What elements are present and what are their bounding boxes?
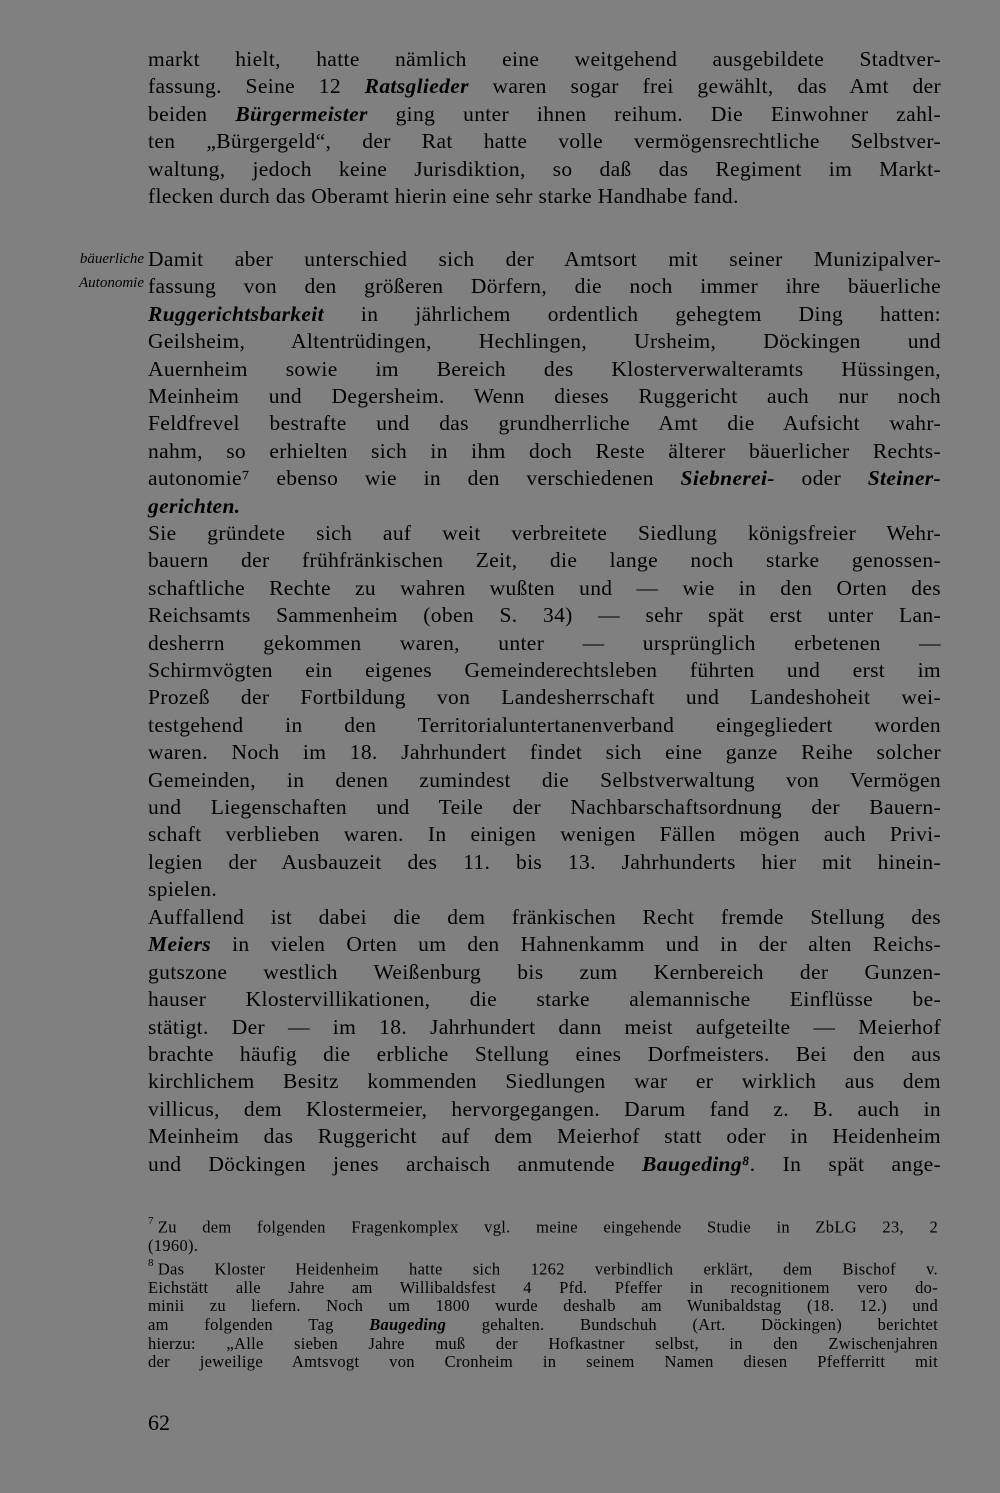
text-line: gutszone westlich Weißenburg bis zum Kernbereich der Gunzen-: [148, 959, 941, 984]
text-line: Prozeß der Fortbildung von Landesherrschaft und Landeshoheit wei-: [148, 685, 941, 710]
text-line: schaft verblieben waren. In einigen wenigen Fällen mögen auch Privi-: [148, 822, 941, 847]
footnote-line: minii zu liefern. Noch um 1800 wurde deshalb am Wunibaldstag (18. 12.) und: [148, 1296, 938, 1316]
text-line: Auernheim sowie im Bereich des Klosterverwalteramts Hüssingen,: [148, 356, 941, 381]
text-line: Damit aber unterschied sich der Amtsort mit seiner Munizipalver-: [148, 247, 941, 271]
emphasized-term: Meiers: [148, 932, 212, 957]
text-line: Sie gründete sich auf weit verbreitete Siedlung königsfreier Wehr-: [148, 521, 941, 545]
footnote-mark: 7: [148, 1215, 154, 1227]
paragraph-2: [148, 246, 941, 520]
emphasized-term: Ratsglieder: [364, 74, 469, 99]
text-line: Schirmvögten ein eigenes Gemeinderechtsleben führten und erst im: [148, 658, 941, 683]
text-line: spielen.: [148, 877, 218, 902]
text-line: flecken durch das Oberamt hierin eine sehr starke Handhabe fand.: [148, 184, 739, 209]
text-line: villicus, dem Klostermeier, hervorgegangen. Darum fand z. B. auch in: [148, 1096, 941, 1121]
text-line: waltung, jedoch keine Jurisdiktion, so daß das Regiment im Markt-: [148, 156, 941, 181]
text-line: kirchlichem Besitz kommenden Siedlungen war er wirklich aus dem: [148, 1069, 941, 1094]
footnote-line: $^7$ Zu dem folgenden Fragenkomplex vgl. meine eingehende Studie in ZbLG 23, 2: [148, 1215, 938, 1237]
paragraph-1: [148, 46, 941, 210]
text-line: schaftliche Rechte zu wahren wußten und — wie in den Orten des: [148, 575, 941, 600]
emphasized-term: gerichten.: [148, 493, 241, 518]
emphasized-term: Bürgermeister: [235, 101, 368, 126]
paragraph-4: [148, 904, 941, 1178]
margin-note: [44, 247, 144, 295]
margin-note-line-2: Autonomie: [79, 275, 144, 291]
text-line: markt hielt, hatte nämlich eine weitgehend ausgebildete Stadtver-: [148, 47, 941, 71]
footnotes: [148, 1214, 938, 1372]
text-line: hauser Klostervillikationen, die starke alemannische Einflüsse be-: [148, 987, 941, 1012]
text-line: waren. Noch im 18. Jahrhundert findet sich eine ganze Reihe solcher: [148, 740, 941, 765]
emphasized-term: Siebnerei-: [680, 466, 775, 491]
emphasized-term: Ruggerichtsbarkeit: [148, 301, 324, 326]
emphasized-term: Steiner-: [867, 466, 941, 491]
text-line: und Döckingen jenes archaisch anmutende Baugeding⁸. In spät ange-: [148, 1151, 941, 1176]
text-line: Auffallend ist dabei die dem fränkischen Recht fremde Stellung des: [148, 905, 941, 929]
text-line: brachte häufig die erbliche Stellung eines Dorfmeisters. Bei den aus: [148, 1042, 941, 1067]
text-line: Reichsamts Sammenheim (oben S. 34) — sehr spät erst unter Lan-: [148, 603, 941, 628]
footnote-mark: 8: [148, 1256, 154, 1269]
text-line: legien der Ausbauzeit des 11. bis 13. Jahrhunderts hier mit hinein-: [148, 849, 941, 874]
text-line: Ruggerichtsbarkeit in jährlichem ordentlich gehegtem Ding hatten:: [148, 301, 941, 326]
footnote-line: (1960).: [148, 1236, 199, 1256]
text-line: beiden Bürgermeister ging unter ihnen reihum. Die Einwohner zahl-: [148, 101, 941, 126]
footnote-line: Eichstätt alle Jahre am Willibaldsfest 4 Pfd. Pfeffer in recognitionem vero do-: [148, 1277, 938, 1297]
text-line: stätigt. Der — im 18. Jahrhundert dann meist aufgeteilte — Meierhof: [148, 1014, 941, 1039]
text-line: Gemeinden, in denen zumindest die Selbstverwaltung von Vermögen: [148, 767, 941, 792]
footnote-line: hierzu: „Alle sieben Jahre muß der Hofkastner selbst, in den Zwischenjahren: [148, 1333, 938, 1353]
margin-note-line-1: bäuerliche: [79, 251, 144, 267]
text-line: testgehend in den Territorialuntertanenverband eingegliedert worden: [148, 712, 941, 737]
text-line: fassung von den größeren Dörfern, die noch immer ihre bäuerliche: [148, 274, 941, 299]
emphasized-term: Baugeding⁸: [642, 1151, 750, 1176]
text-line: desherrn gekommen waren, unter — ursprünglich erbetenen —: [148, 630, 941, 655]
footnote-line: der jeweilige Amtsvogt von Cronheim in seinem Namen diesen Pfefferritt mit: [148, 1352, 938, 1372]
text-line: Meinheim das Ruggericht auf dem Meierhof statt oder in Heidenheim: [148, 1124, 941, 1149]
footnote-line: am folgenden Tag Baugeding gehalten. Bundschuh (Art. Döckingen) berichtet: [148, 1314, 938, 1334]
text-line: fassung. Seine 12 Ratsglieder waren sogar frei gewählt, das Amt der: [148, 74, 941, 99]
text-line: und Liegenschaften und Teile der Nachbarschaftsordnung der Bauern-: [148, 795, 941, 820]
footnote-line: $^8$ Das Kloster Heidenheim hatte sich 1262 verbindlich erklärt, dem Bischof v.: [148, 1256, 938, 1279]
text-line: Meiers in vielen Orten um den Hahnenkamm und in der alten Reichs-: [148, 932, 941, 957]
text-line: nahm, so erhielten sich in ihm doch Reste älterer bäuerlicher Rechts-: [148, 438, 941, 463]
text-line: Geilsheim, Altentrüdingen, Hechlingen, Ursheim, Döckingen und: [148, 329, 941, 354]
text-line: Feldfrevel bestrafte und das grundherrliche Amt die Aufsicht wahr-: [148, 411, 941, 436]
text-line: autonomie⁷ ebenso wie in den verschiedenen Siebnerei- oder Steiner-: [148, 466, 941, 491]
page-number: 62: [148, 1410, 170, 1435]
text-line: [148, 493, 941, 520]
footnote-7: [148, 1214, 938, 1256]
footnote-8: [148, 1256, 938, 1372]
paragraph-3: [148, 520, 941, 904]
text-line: ten „Bürgergeld“, der Rat hatte volle vermögensrechtliche Selbstver-: [148, 129, 941, 154]
emphasized-term: Baugeding: [369, 1314, 447, 1334]
text-line: Meinheim und Degersheim. Wenn dieses Ruggericht auch nur noch: [148, 384, 941, 409]
text-line: bauern der frühfränkischen Zeit, die lange noch starke genossen-: [148, 548, 941, 573]
